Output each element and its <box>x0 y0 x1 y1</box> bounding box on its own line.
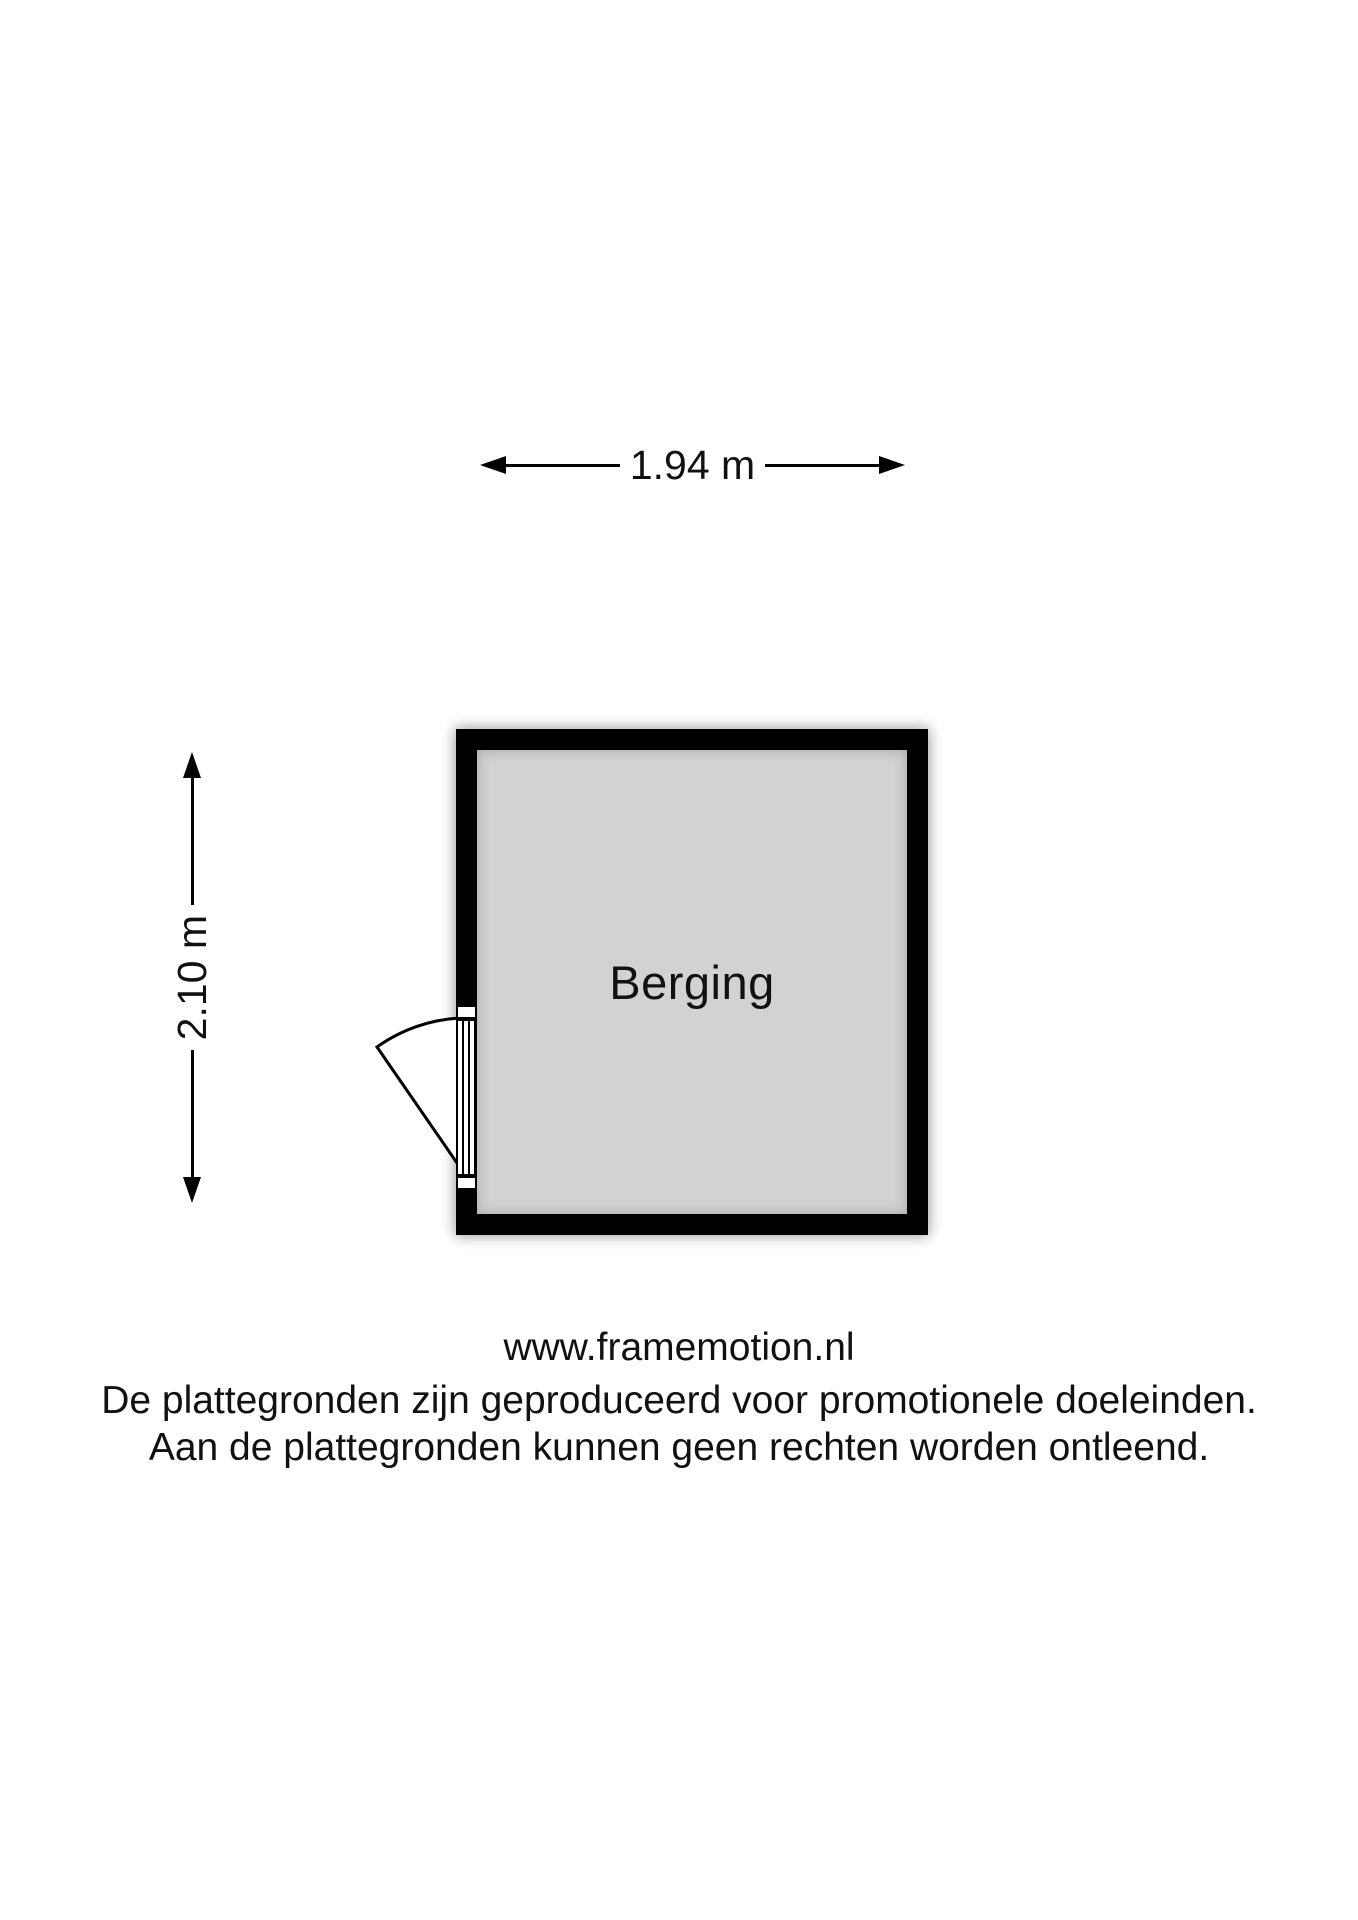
door-jamb-top <box>456 1005 477 1019</box>
arrow-down-icon <box>183 1177 201 1203</box>
disclaimer-line-1: De plattegronden zijn geproduceerd voor promotionele doeleinden. <box>101 1379 1257 1422</box>
disclaimer-line-2: Aan de plattegronden kunnen geen rechten worden ontleend. <box>148 1426 1210 1469</box>
door-leaf-line <box>462 1021 464 1174</box>
door-jamb-bottom <box>456 1176 477 1190</box>
room-label: Berging <box>609 955 775 1009</box>
dimension-line <box>506 464 620 467</box>
door-leaf-line <box>468 1021 470 1174</box>
height-dimension <box>169 752 215 1203</box>
dimension-line <box>191 1050 194 1177</box>
width-dimension-label: 1.94 m <box>629 442 756 488</box>
room-walls <box>456 729 928 1235</box>
dimension-line <box>191 778 194 905</box>
arrow-left-icon <box>480 456 506 474</box>
room-floor <box>477 750 907 1214</box>
door-leaf <box>456 1019 476 1176</box>
dimension-line <box>765 464 879 467</box>
height-dimension-label: 2.10 m <box>168 914 215 1041</box>
website-url: www.framemotion.nl <box>503 1326 855 1369</box>
arrow-right-icon <box>879 456 905 474</box>
arrow-up-icon <box>183 752 201 778</box>
width-dimension <box>480 442 905 488</box>
